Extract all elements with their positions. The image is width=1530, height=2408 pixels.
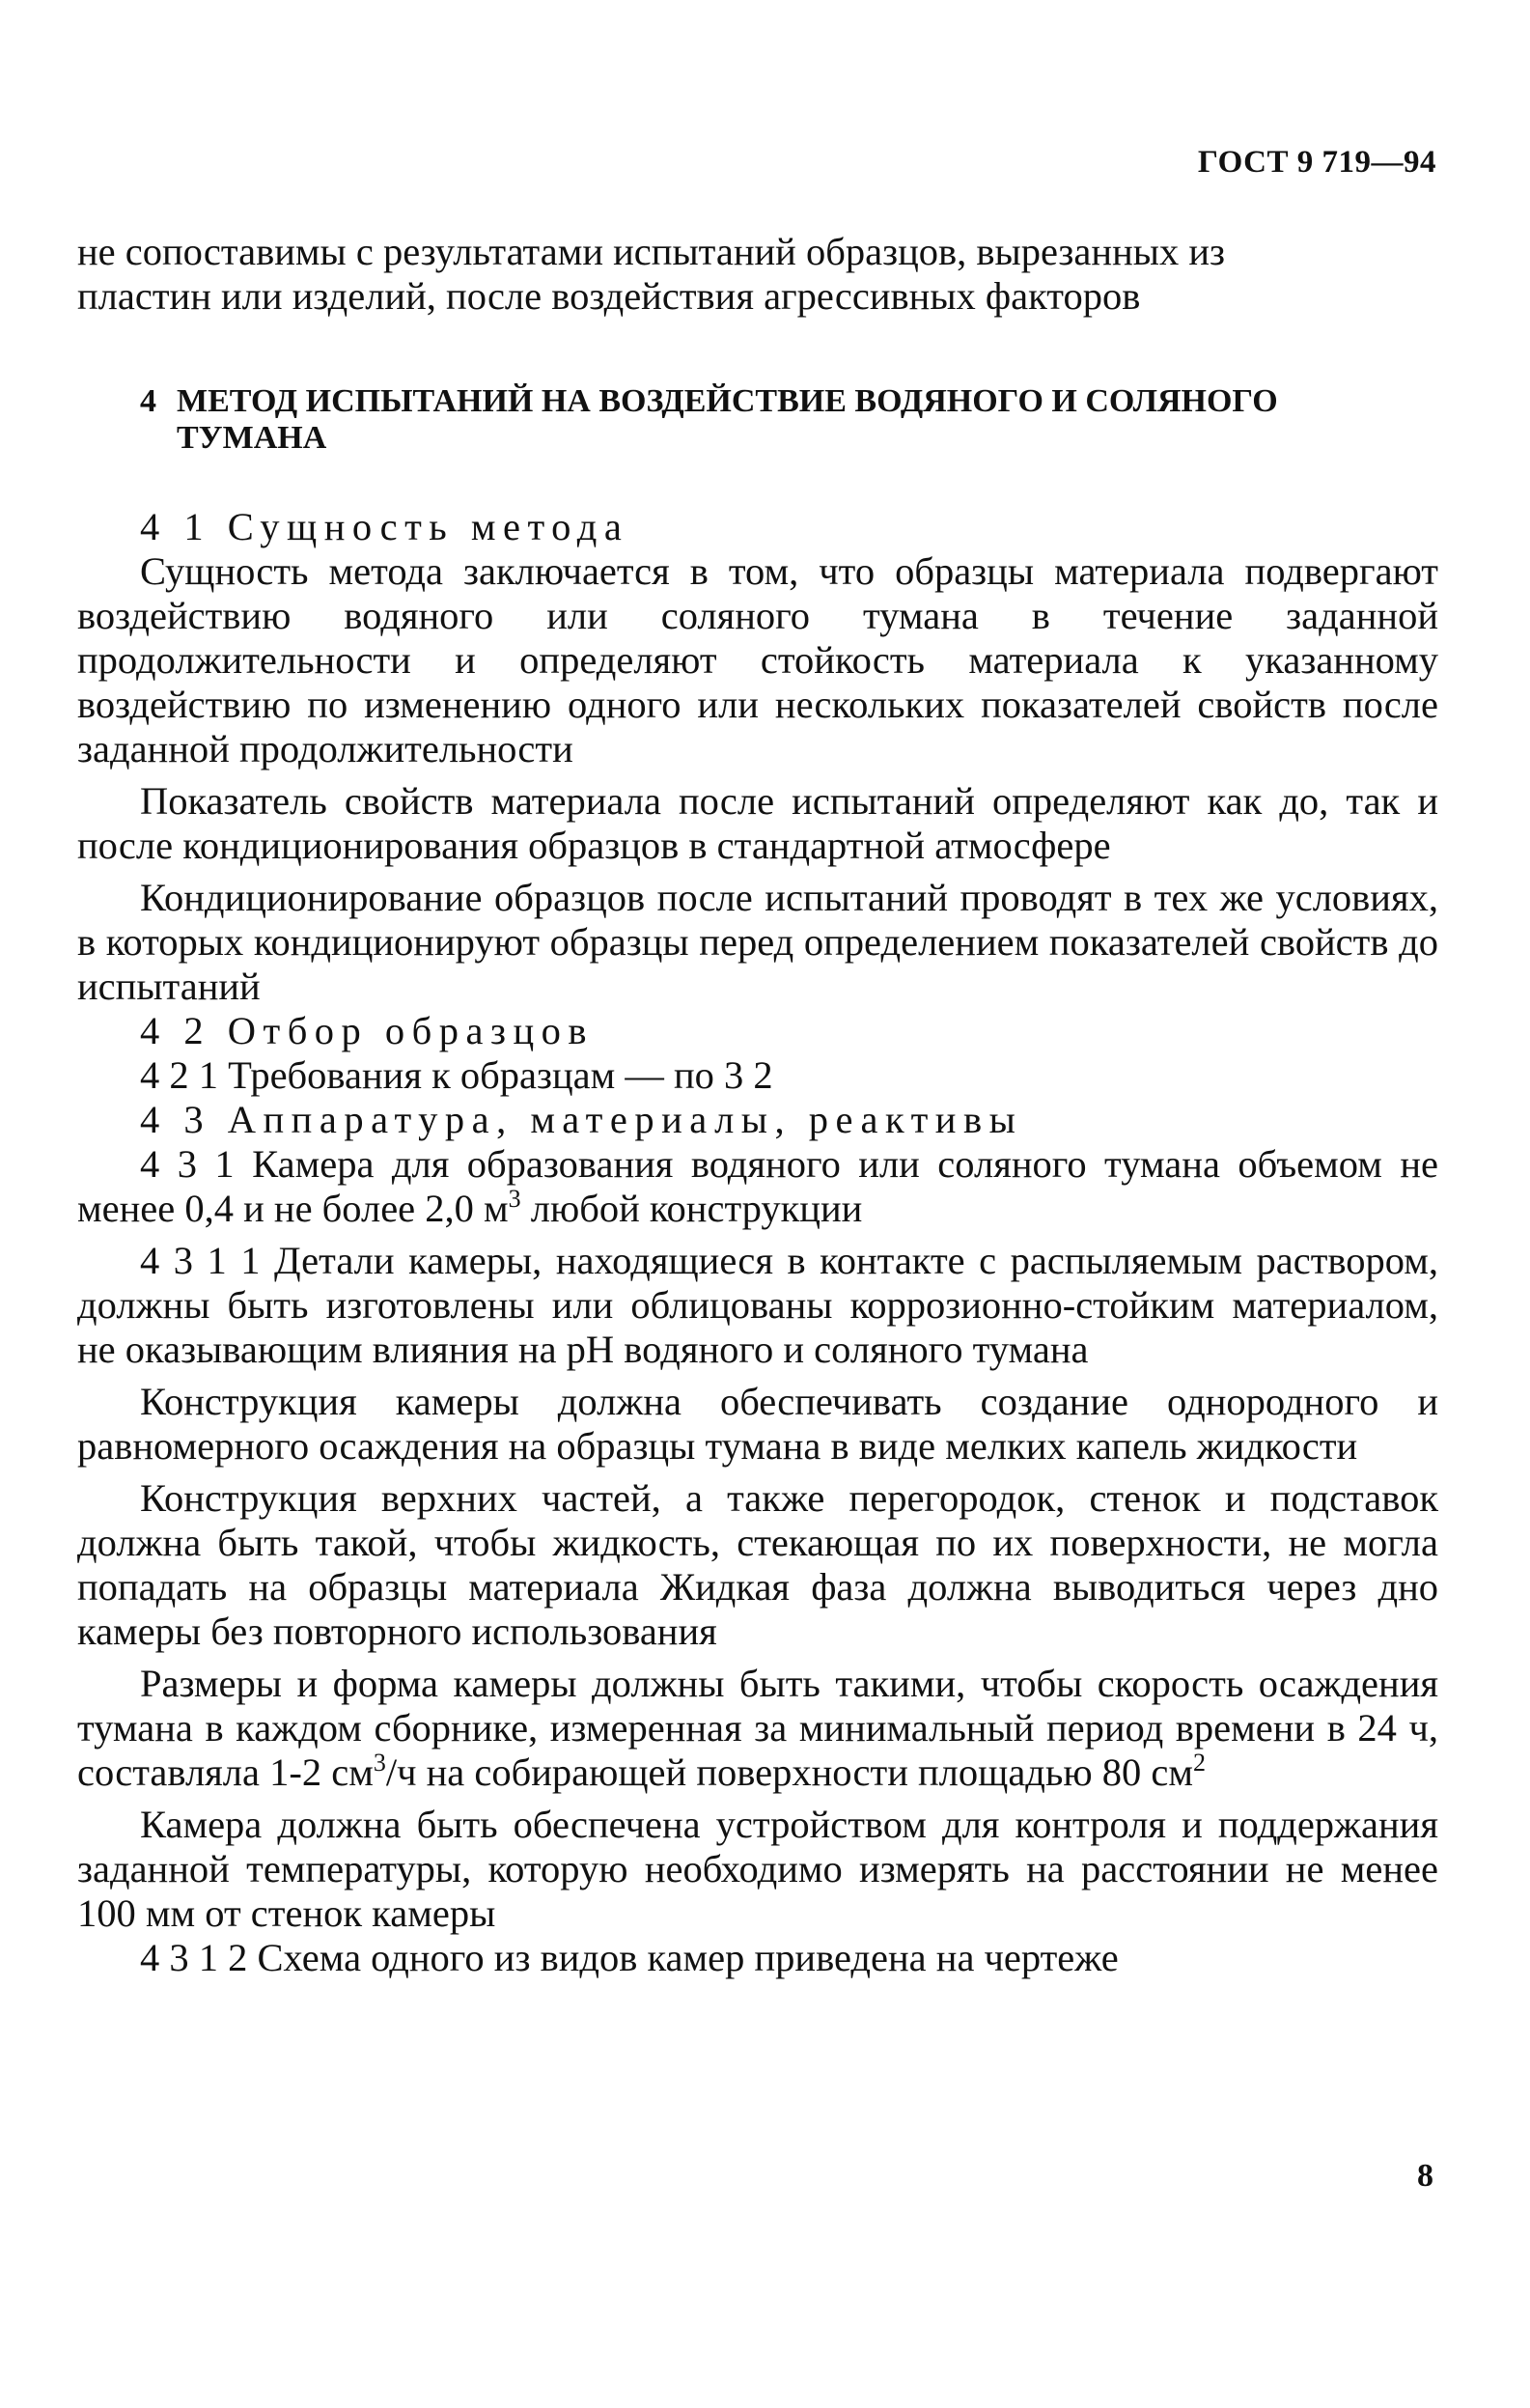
chamber-sizes-text: Размеры и форма камеры должны быть такими, чтобы скорость осаждения тумана в каждом сборнике, измеренная за минимальный период времени в 24 ч, составляла 1-2 см xyxy=(77,1662,1438,1794)
subsection-4-2-heading: 4 2 Отбор образцов xyxy=(140,1009,595,1052)
square-cm-superscript: 2 xyxy=(1193,1749,1206,1777)
clause-4-3-1-2: 4 3 1 2 Схема одного из видов камер приведена на чертеже xyxy=(140,1936,1119,1979)
paragraph-conditioning: Кондиционирование образцов после испытаний проводят в тех же условиях, в которых кондиционируют образцы перед определением показателей свойств до испытаний xyxy=(77,876,1438,1008)
paragraph-property-index: Показатель свойств материала после испытаний определяют как до, так и после кондиционирования образцов в стандартной атмосфере xyxy=(77,779,1438,867)
paragraph-temperature-control: Камера должна быть обеспечена устройством для контроля и поддержания заданной температуры, которую необходимо измерять на расстоянии не менее 100 мм от стенок камеры xyxy=(77,1803,1438,1935)
clause-4-3-1-text: 4 3 1 Камера для образования водяного или соляного тумана объемом не менее 0,4 и не более 2,0 м xyxy=(77,1142,1438,1230)
paragraph-method-essence: Сущность метода заключается в том, что образцы материала подвергают воздействию водяного или соляного тумана в течение заданной продолжительности и определяют стойкость материала к указанному воздействию по изменению одного или нескольких показателей свойств после заданной продолжительности xyxy=(77,549,1438,770)
chamber-sizes-middle: /ч на собирающей поверхности площадью 80 см xyxy=(385,1750,1193,1794)
section-4-heading xyxy=(77,383,1438,457)
section-4-title-line-2: ТУМАНА xyxy=(177,420,327,456)
cubic-cm-superscript: 3 xyxy=(373,1749,386,1777)
section-4-title-line-1: МЕТОД ИСПЫТАНИЙ НА ВОЗДЕЙСТВИЕ ВОДЯНОГО И СОЛЯНОГО xyxy=(177,383,1278,419)
subsection-4-1-heading: 4 1 Сущность метода xyxy=(140,505,629,548)
document-body xyxy=(77,230,1438,1980)
subsection-4-3-heading: 4 3 Аппаратура, материалы, реактивы xyxy=(140,1098,1023,1141)
paragraph-upper-parts: Конструкция верхних частей, а также перегородок, стенок и подставок должна быть такой, чтобы жидкость, стекающая по их поверхности, не могла попадать на образцы материала Жидкая фаза должна выводиться через дно камеры без повторного использования xyxy=(77,1476,1438,1653)
clause-4-2-1: 4 2 1 Требования к образцам — по 3 2 xyxy=(140,1053,773,1097)
intro-line-2: пластин или изделий, после воздействия агрессивных факторов xyxy=(77,274,1141,318)
page-number: 8 xyxy=(1417,2158,1433,2194)
clause-4-3-1-tail: любой конструкции xyxy=(520,1187,863,1230)
clause-4-3-1-1: 4 3 1 1 Детали камеры, находящиеся в контакте с распыляемым раствором, должны быть изготовлены или облицованы коррозионно-стойким материалом, не оказывающим влияния на pH водяного и соляного тумана xyxy=(77,1239,1438,1371)
intro-line-1: не сопоставимы с результатами испытаний образцов, вырезанных из xyxy=(77,230,1225,273)
document-code-header: ГОСТ 9 719—94 xyxy=(1197,145,1436,180)
intro-text xyxy=(77,230,1438,319)
clause-4-3-1 xyxy=(77,1142,1438,1231)
section-4-number: 4 xyxy=(140,383,156,419)
cubic-superscript: 3 xyxy=(508,1185,521,1213)
paragraph-chamber-construction: Конструкция камеры должна обеспечивать создание однородного и равномерного осаждения на образцы тумана в виде мелких капель жидкости xyxy=(77,1380,1438,1468)
paragraph-chamber-sizes xyxy=(77,1662,1438,1795)
